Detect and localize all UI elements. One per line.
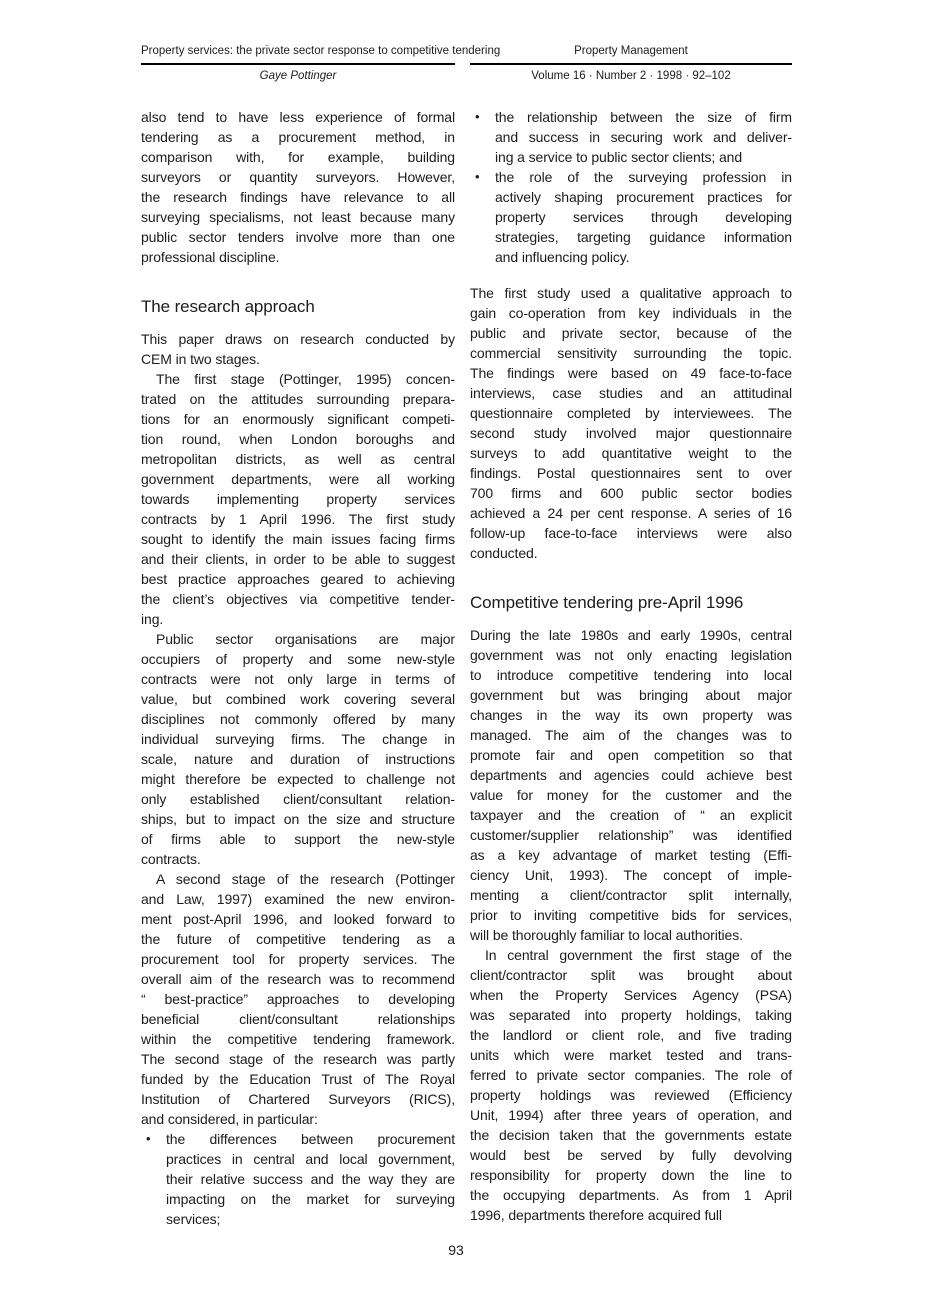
page-number: 93 <box>448 1242 464 1258</box>
text-line: promote fair and open competition so that <box>470 747 792 763</box>
paragraph <box>141 869 455 1129</box>
text-line: commercial sensitivity surrounding the topic. <box>470 345 792 361</box>
running-header <box>141 44 792 84</box>
text-line: A second stage of the research (Pottinger <box>156 871 455 887</box>
text-line: when the Property Services Agency (PSA) <box>470 987 792 1003</box>
text-line: the client’s objectives via competitive tender- <box>141 591 455 607</box>
paragraph <box>141 629 455 869</box>
text-line: departments and agencies could achieve best <box>470 767 792 783</box>
text-line: property services through developing <box>495 209 792 225</box>
text-line: government departments, were all working <box>141 471 455 487</box>
bullet-item <box>470 167 792 267</box>
text-line: comparison with, for example, building <box>141 149 455 165</box>
text-line: best practice approaches geared to achieving <box>141 571 455 587</box>
text-line: ciency Unit, 1993). The concept of imple- <box>470 867 792 883</box>
article-author: Gaye Pottinger <box>259 70 337 82</box>
text-line: The first stage (Pottinger, 1995) concen- <box>156 371 455 387</box>
bullet-marker-icon: • <box>146 1131 151 1146</box>
text-line: the differences between procurement <box>166 1131 455 1147</box>
text-line: as a key advantage of market testing (Effi- <box>470 847 792 863</box>
text-line: also tend to have less experience of formal <box>141 109 455 125</box>
text-line: ferred to private sector companies. The role of <box>470 1067 792 1083</box>
text-line: and their clients, in order to be able to suggest <box>141 551 455 567</box>
text-line: within the competitive tendering framework. <box>141 1031 455 1047</box>
text-line: public and private sector, because of the <box>470 325 792 341</box>
text-line: In central government the first stage of the <box>485 947 792 963</box>
text-line: beneficial client/consultant relationships <box>141 1011 455 1027</box>
text-line: occupiers of property and some new-style <box>141 651 455 667</box>
text-line: units which were market tested and trans- <box>470 1047 792 1063</box>
text-line: disciplines not commonly offered by many <box>141 711 455 727</box>
text-line: conducted. <box>470 545 538 561</box>
text-line: sought to identify the main issues facing firms <box>141 531 455 547</box>
text-line: was separated into property holdings, taking <box>470 1007 792 1023</box>
text-line: prior to inviting competitive bids for services, <box>470 907 792 923</box>
text-line: government but was bringing about major <box>470 687 792 703</box>
bullet-text <box>166 1129 455 1229</box>
text-line: metropolitan districts, as well as central <box>141 451 455 467</box>
article-body <box>141 107 792 1229</box>
text-line: Unit, 1994) after three years of operation, and <box>470 1107 792 1123</box>
bullet-marker-icon: • <box>475 109 480 124</box>
text-line: client/contractor split was brought about <box>470 967 792 983</box>
bullet-item <box>141 1129 455 1229</box>
text-line: and success in securing work and deliver- <box>495 129 792 145</box>
text-line: The findings were based on 49 face-to-face <box>470 365 792 381</box>
text-line: the future of competitive tendering as a <box>141 931 455 947</box>
text-line: ing. <box>141 611 164 627</box>
text-line: to introduce competitive tendering into local <box>470 667 792 683</box>
article-title: Property services: the private sector response to competitive tendering <box>141 45 501 57</box>
text-line: and influencing policy. <box>495 249 630 265</box>
text-line: services; <box>166 1211 221 1227</box>
text-line: the role of the surveying profession in <box>495 169 792 185</box>
text-line: individual surveying firms. The change in <box>141 731 455 747</box>
paragraph <box>470 945 792 1225</box>
text-line: government was not only enacting legislation <box>470 647 792 663</box>
text-line: property holdings was reviewed (Efficiency <box>470 1087 792 1103</box>
text-line: surveys to add quantitative weight to the <box>470 445 792 461</box>
text-line: trated on the attitudes surrounding prepara- <box>141 391 455 407</box>
text-line: ships, but to impact on the size and structure <box>141 811 455 827</box>
text-line: responsibility for property down the line to <box>470 1167 792 1183</box>
text-line: follow-up face-to-face interviews were also <box>470 525 792 541</box>
text-line: contracts by 1 April 1996. The first study <box>141 511 455 527</box>
paragraph <box>470 625 792 945</box>
text-line: value, but combined work covering several <box>141 691 455 707</box>
text-line: tions for an enormously significant competi- <box>141 411 455 427</box>
bullet-item <box>470 107 792 167</box>
journal-issue: Volume 16 · Number 2 · 1998 · 92–102 <box>531 70 731 82</box>
text-line: The first study used a qualitative approach to <box>470 285 792 301</box>
section-heading: Competitive tendering pre-April 1996 <box>470 593 744 612</box>
column-right <box>470 107 792 1229</box>
paragraph <box>141 329 455 369</box>
text-line: the decision taken that the governments estate <box>470 1127 792 1143</box>
paragraph <box>141 369 455 629</box>
text-line: 1996, departments therefore acquired full <box>470 1207 722 1223</box>
text-line: This paper draws on research conducted by <box>141 331 455 347</box>
text-line: would best be served by fully devolving <box>470 1147 792 1163</box>
text-line: interviews, case studies and an attitudinal <box>470 385 792 401</box>
text-line: ment post-April 1996, and looked forward to <box>141 911 455 927</box>
paragraph <box>141 107 455 267</box>
text-line: CEM in two stages. <box>141 351 260 367</box>
paragraph <box>470 283 792 563</box>
text-line: surveying specialisms, not least because many <box>141 209 455 225</box>
text-line: taxpayer and the creation of “ an explicit <box>470 807 792 823</box>
text-line: 700 firms and 600 public sector bodies <box>470 485 792 501</box>
text-line: questionnaire completed by interviewees. The <box>470 405 792 421</box>
page-footer <box>131 1240 781 1260</box>
text-line: of firms able to support the new-style <box>141 831 455 847</box>
text-line: and considered, in particular: <box>141 1111 318 1127</box>
text-line: funded by the Education Trust of The Royal <box>141 1071 455 1087</box>
text-line: and Law, 1997) examined the new environ- <box>141 891 455 907</box>
text-line: contracts were not only large in terms of <box>141 671 455 687</box>
text-line: gain co-operation from key individuals in the <box>470 305 792 321</box>
text-line: impacting on the market for surveying <box>166 1191 455 1207</box>
text-line: ing a service to public sector clients; and <box>495 149 743 165</box>
text-line: Public sector organisations are major <box>156 631 455 647</box>
text-line: Institution of Chartered Surveyors (RICS), <box>141 1091 455 1107</box>
text-line: value for money for the customer and the <box>470 787 792 803</box>
text-line: strategies, targeting guidance information <box>495 229 792 245</box>
text-line: surveyors or quantity surveyors. However, <box>141 169 455 185</box>
text-line: The second stage of the research was partly <box>141 1051 455 1067</box>
text-line: customer/supplier relationship” was identified <box>470 827 792 843</box>
text-line: tion round, when London boroughs and <box>141 431 455 447</box>
text-line: overall aim of the research was to recommend <box>141 971 455 987</box>
text-line: During the late 1980s and early 1990s, central <box>470 627 792 643</box>
text-line: menting a client/contractor split internally, <box>470 887 792 903</box>
article-header-block <box>141 44 501 84</box>
section-heading: The research approach <box>141 297 315 316</box>
text-line: the research findings have relevance to all <box>141 189 455 205</box>
text-line: practices in central and local government, <box>166 1151 455 1167</box>
text-line: changes in the way its own property was <box>470 707 792 723</box>
text-line: professional discipline. <box>141 249 280 265</box>
text-line: second study involved major questionnaire <box>470 425 792 441</box>
bullet-text <box>495 107 792 167</box>
text-line: achieved a 24 per cent response. A series of 16 <box>470 505 792 521</box>
text-line: the landlord or client role, and five trading <box>470 1027 792 1043</box>
text-line: towards implementing property services <box>141 491 455 507</box>
text-line: public sector tenders involve more than one <box>141 229 455 245</box>
journal-header-block <box>470 44 792 84</box>
text-line: their relative success and the way they are <box>166 1171 455 1187</box>
text-line: procurement tool for property services. The <box>141 951 455 967</box>
text-line: findings. Postal questionnaires sent to over <box>470 465 792 481</box>
text-line: managed. The aim of the changes was to <box>470 727 792 743</box>
text-line: actively shaping procurement practices for <box>495 189 792 205</box>
text-line: tendering as a procurement method, in <box>141 129 455 145</box>
text-line: might therefore be expected to challenge not <box>141 771 455 787</box>
journal-title: Property Management <box>574 45 688 57</box>
bullet-text <box>495 167 792 267</box>
text-line: only established client/consultant relation- <box>141 791 455 807</box>
bullet-marker-icon: • <box>475 169 480 184</box>
text-line: will be thoroughly familiar to local authorities. <box>470 927 743 943</box>
text-line: contracts. <box>141 851 201 867</box>
text-line: scale, nature and duration of instructions <box>141 751 455 767</box>
column-left <box>141 107 455 1229</box>
text-line: the occupying departments. As from 1 April <box>470 1187 792 1203</box>
text-line: “ best-practice” approaches to developing <box>141 991 455 1007</box>
text-line: the relationship between the size of firm <box>495 109 792 125</box>
